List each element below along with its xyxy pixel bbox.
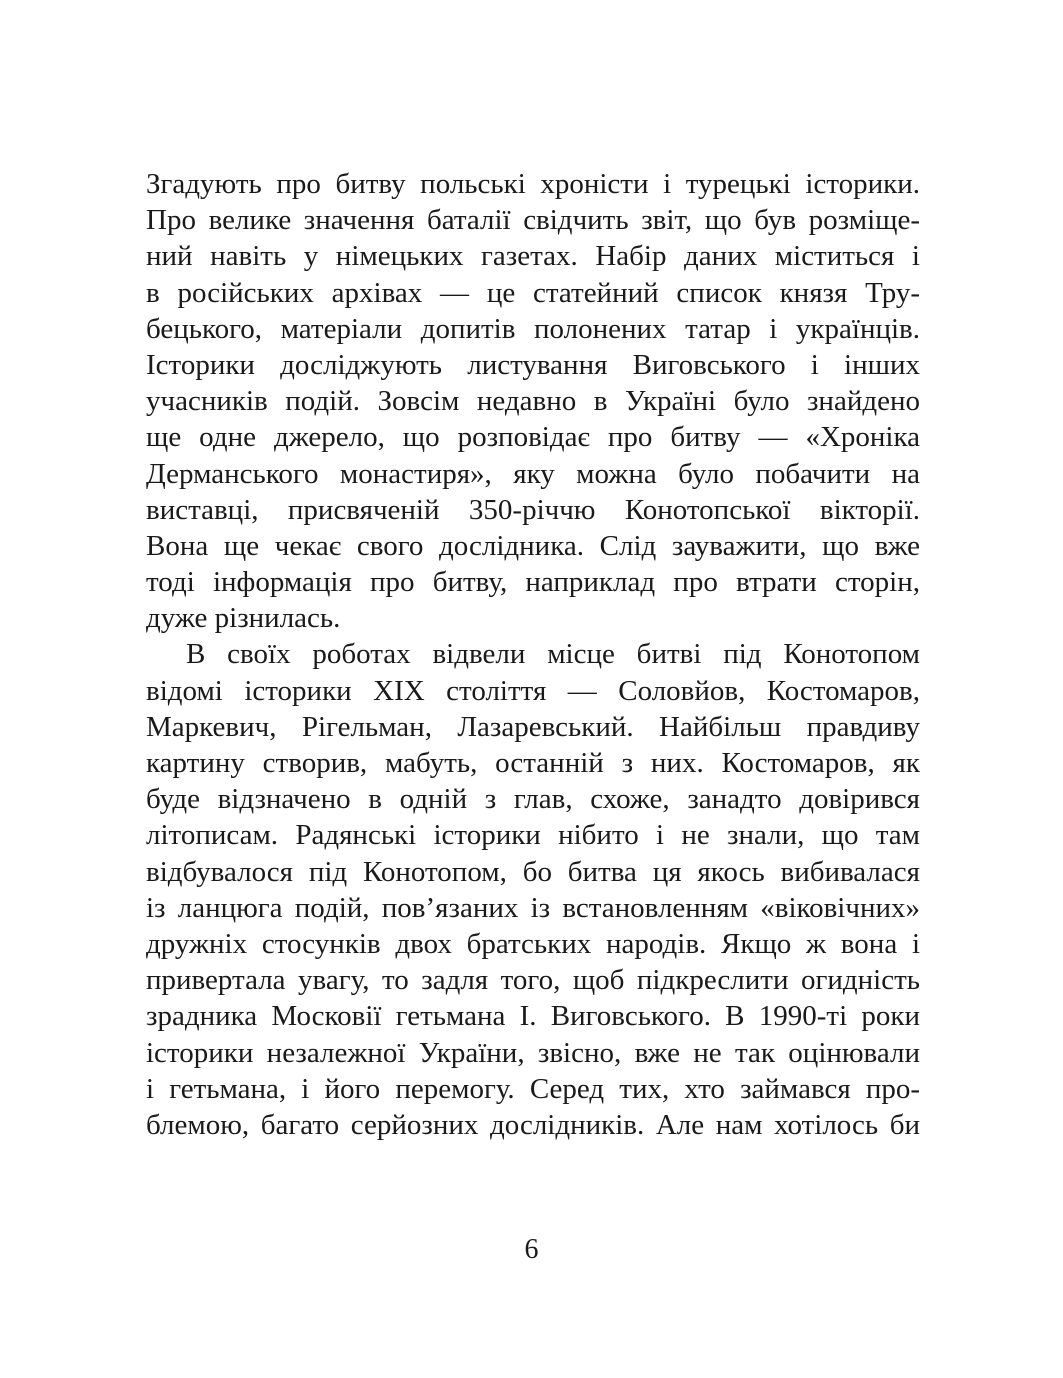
text-line: буде відзначено в одній з глав, схоже, занадто довірився	[146, 783, 920, 816]
paragraph-2	[146, 636, 920, 1143]
text-line: картину створив, мабуть, останній з них. Костомаров, як	[146, 747, 920, 779]
text-line: Вона ще чекає свого дослідника. Слід зауважити, що вже	[146, 529, 920, 562]
text-line: зрадника Московії гетьмана І. Виговського. В 1990-ті роки	[146, 1000, 920, 1033]
text-line: Про велике значення баталії свідчить звіт, що був розміще-	[146, 204, 920, 237]
text-line: ще одне джерело, що розповідає про битву — «Хроніка	[146, 421, 920, 454]
text-line: тоді інформація про битву, наприклад про втрати сторін,	[146, 566, 920, 599]
text-line: відбувалося під Конотопом, бо битва ця якось вибивалася	[146, 855, 920, 888]
page-number: 6	[524, 1234, 539, 1265]
text-line: дуже різнилась.	[146, 602, 341, 635]
paragraph-1	[146, 166, 920, 636]
text-line: літописам. Радянські історики нібито і не знали, що там	[146, 819, 920, 852]
text-line: бецького, матеріали допитів полонених татар і українців.	[146, 312, 920, 345]
text-line: історики незалежної України, звісно, вже не так оцінювали	[146, 1036, 920, 1069]
text-line: дружніх стосунків двох братських народів. Якщо ж вона і	[146, 927, 920, 960]
text-line: блемою, багато серйозних дослідників. Але нам хотілось би	[146, 1108, 920, 1141]
text-line: в російських архівах — це статейний список князя Тру-	[146, 276, 920, 309]
text-line: Згадують про битву польські хроністи і турецькі історики.	[146, 168, 920, 200]
body-text	[146, 166, 920, 1143]
text-line: виставці, присвяченій 350-річчю Конотопської вікторії.	[146, 493, 920, 526]
text-line: ний навіть у німецьких газетах. Набір даних міститься і	[146, 240, 920, 273]
text-line: відомі історики XIX століття — Соловйов, Костомаров,	[146, 674, 920, 707]
text-line: привертала увагу, то задля того, щоб підкреслити огидність	[146, 964, 920, 997]
text-line: Маркевич, Рігельман, Лазаревський. Найбільш правдиву	[146, 710, 920, 743]
text-line: і гетьмана, і його перемогу. Серед тих, хто займався про-	[146, 1072, 920, 1105]
text-line: Дерманського монастиря», яку можна було побачити на	[146, 457, 920, 490]
text-line: В своїх роботах відвели місце битві під Конотопом	[186, 638, 920, 671]
text-line: учасників подій. Зовсім недавно в Україні було знайдено	[146, 385, 920, 418]
text-line: Історики досліджують листування Виговського і інших	[146, 348, 920, 381]
text-line: із ланцюга подій, пов’язаних із встановленням «віковічних»	[146, 891, 920, 924]
